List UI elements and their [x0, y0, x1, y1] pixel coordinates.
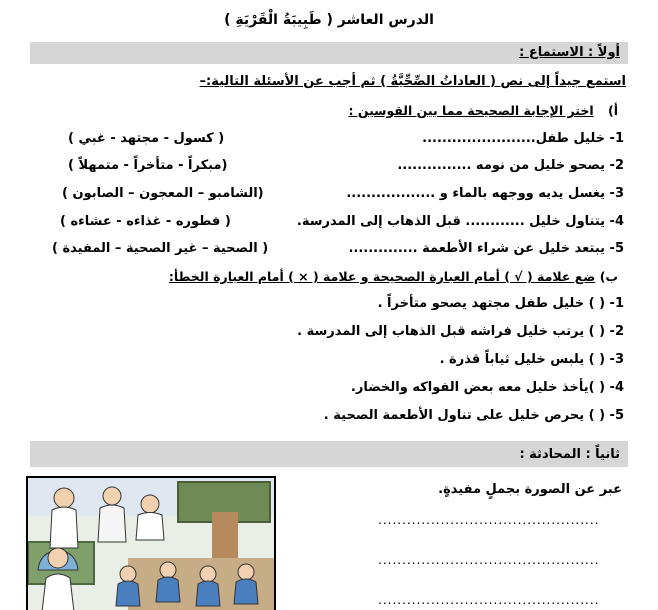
- statement-1: 1- ( ) خليل طفل مجتهد يصحو متأخراً .: [377, 296, 624, 311]
- section-conversation-header: [30, 441, 628, 467]
- part-b-label: ب): [599, 269, 618, 284]
- question-2-options: (مبكراً - متأخراً - متمهلاً ): [68, 158, 228, 173]
- answer-line-3: ..............................................: [378, 593, 600, 607]
- section-listening-label: أولاً : الاستماع :: [519, 45, 620, 60]
- statement-3: 3- ( ) يلبس خليل ثياباً قذرة .: [439, 352, 624, 367]
- part-a-text: اختر الإجابة الصحيحة مما بين القوسين :: [348, 103, 594, 118]
- question-2: 2- يصحو خليل من نومه ...............: [397, 158, 624, 173]
- question-3-options: (الشامبو – المعجون – الصابون ): [62, 186, 264, 201]
- classroom-illustration: [26, 476, 276, 610]
- listening-instruction: استمع جيداً إلى نص ( العاداتُ الصِّحِّيَّةُ ) ثم أجب عن الأسئلة التالية:–: [199, 74, 626, 89]
- question-5-options: ( الصحية – غير الصحية – المفيدة ): [52, 241, 269, 256]
- question-3: 3- يغسل يديه ووجهه بالماء و ..................: [346, 186, 624, 201]
- classroom-scene-image: [28, 478, 274, 610]
- question-5: 5- يبتعد خليل عن شراء الأطعمة ..............: [348, 241, 624, 256]
- answer-line-2: ..............................................: [378, 553, 600, 567]
- question-4-options: ( فطوره - غذاءه - عشاءه ): [60, 214, 231, 229]
- statement-4: 4- ( )يأخذ خليل معه بعض الفواكه والخضار.: [350, 380, 624, 395]
- lesson-title: الدرس العاشر ( طَبِيبَةُ الْقَرْيَةِ ): [224, 12, 434, 28]
- question-4: 4- يتناول خليل ............ قبل الذهاب إلى المدرسة.: [296, 214, 624, 229]
- section-conversation-label: ثانياً : المحادثة :: [519, 447, 620, 462]
- part-a-heading: [348, 103, 618, 118]
- part-b-heading: [169, 269, 618, 284]
- question-1-options: ( كسول - مجتهد - غبي ): [68, 131, 225, 146]
- part-b-text: ضع علامة ( √ ) أمام العبارة الصحيحة و علامة ( × ) أمام العبارة الخطأ:: [168, 269, 596, 284]
- conversation-prompt: عبر عن الصورة بجملٍ مفيدةٍ.: [438, 482, 622, 497]
- section-listening-header: [30, 42, 628, 64]
- part-a-label: أ): [608, 103, 618, 118]
- question-1: 1- خليل طفل.......................: [422, 131, 624, 146]
- statement-2: 2- ( ) يرتب خليل فراشه قبل الذهاب إلى المدرسة .: [297, 324, 624, 339]
- answer-line-1: ..............................................: [378, 513, 600, 527]
- statement-5: 5- ( ) يحرص خليل على تناول الأطعمة الصحية .: [323, 408, 624, 423]
